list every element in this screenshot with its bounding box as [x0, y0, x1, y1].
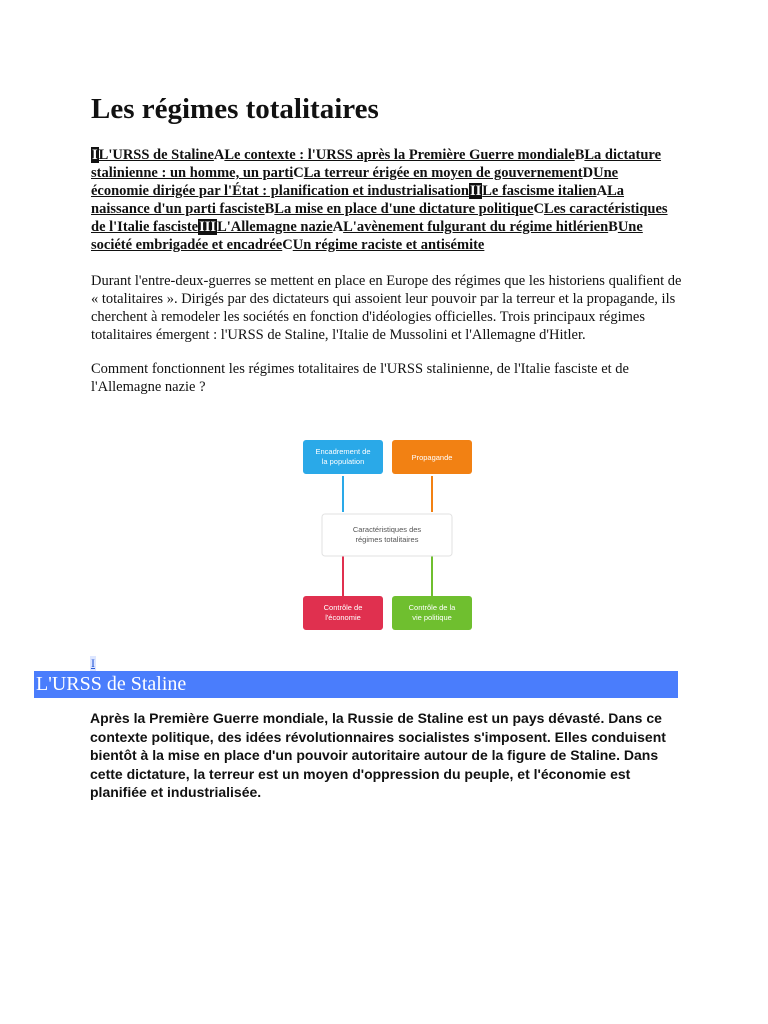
toc-sub-letter: B: [608, 219, 618, 235]
toc-sub-link[interactable]: La naissance d'un parti fasciste: [91, 183, 625, 217]
toc-sub-link[interactable]: Le contexte : l'URSS après la Première Guerre mondiale: [224, 147, 575, 163]
section-anchor-link[interactable]: I: [91, 656, 95, 670]
introduction: [91, 272, 683, 412]
problem-question: Comment fonctionnent les régimes totalitaires de l'URSS stalinienne, de l'Italie fasciste et de l'Allemagne nazie ?: [91, 361, 629, 395]
center-label-line2: régimes totalitaires: [355, 535, 419, 544]
toc-sub-letter: C: [533, 201, 544, 217]
toc-sub-letter: A: [596, 183, 608, 199]
section-summary: Après la Première Guerre mondiale, la Russie de Staline est un pays dévasté. Dans ce contexte politique, des idées révolutionnaires socialistes s'imposent. Elles conduisent bientôt à la mise en place d'un pouvoir autoritaire autour de la figure de Staline. Dans cette dictature, la terreur est un moyen d'oppression du peuple, et l'économie est planifiée et industrialisée.: [90, 710, 666, 800]
totalitarian-characteristics-diagram: [284, 424, 492, 640]
toc-sub-link[interactable]: Les caractéristiques de l'Italie fasciste: [91, 201, 668, 235]
toc-sub-letter: A: [332, 219, 344, 235]
page-title: Les régimes totalitaires: [91, 93, 379, 125]
toc-sub-link[interactable]: Un régime raciste et antisémite: [292, 237, 485, 253]
box-encadrement-line2: la population: [321, 457, 365, 466]
toc-sub-link[interactable]: La mise en place d'une dictature politique: [274, 201, 534, 217]
toc-sub-link[interactable]: Une économie dirigée par l'État : planification et industrialisation: [91, 165, 619, 199]
toc-part-link[interactable]: L'URSS de Staline: [98, 147, 214, 163]
box-controle-economie-line2: l'économie: [325, 613, 361, 622]
toc-sub-letter: D: [582, 165, 594, 181]
toc-sub-letter: B: [264, 201, 275, 217]
box-propagande-line1: Propagande: [411, 453, 453, 462]
box-encadrement-line1: Encadrement de: [315, 447, 371, 456]
toc-sub-letter: C: [282, 237, 293, 253]
toc-part-link[interactable]: Le fascisme italien: [482, 183, 597, 199]
toc-part-number: III: [199, 219, 217, 235]
section-heading: L'URSS de Staline: [34, 671, 678, 698]
toc-sub-link[interactable]: Une société embrigadée et encadrée: [91, 219, 643, 253]
toc-sub-link[interactable]: La dictature stalinienne : un homme, un parti: [91, 147, 662, 181]
intro-paragraph: Durant l'entre-deux-guerres se mettent en place en Europe des régimes que les historiens qualifient de « totalitaires ». Dirigés par des dictateurs qui assoient leur pouvoir par la terreur et la propagande, ils cherchent à remodeler les sociétés en fonction d'idéologies officielles. Trois principaux régimes totalitaires émergent : l'URSS de Staline, l'Italie de Mussolini et l'Allemagne d'Hitler.: [91, 273, 682, 343]
box-controle-economie-line1: Contrôle de: [323, 603, 363, 612]
toc-part-link[interactable]: L'Allemagne nazie: [217, 219, 333, 235]
toc-sub-letter: C: [293, 165, 304, 181]
toc-part-number: II: [469, 183, 482, 199]
box-controle-vie-politique-line2: vie politique: [412, 613, 452, 622]
toc-sub-link[interactable]: La terreur érigée en moyen de gouvernement: [303, 165, 583, 181]
toc-sub-letter: B: [574, 147, 585, 163]
toc-part-number: I: [92, 147, 98, 163]
box-controle-vie-politique-line1: Contrôle de la: [408, 603, 456, 612]
toc-sub-letter: A: [213, 147, 225, 163]
table-of-contents: [91, 146, 676, 254]
center-label-line1: Caractéristiques des: [352, 525, 422, 534]
toc-sub-link[interactable]: L'avènement fulgurant du régime hitlérien: [343, 219, 609, 235]
